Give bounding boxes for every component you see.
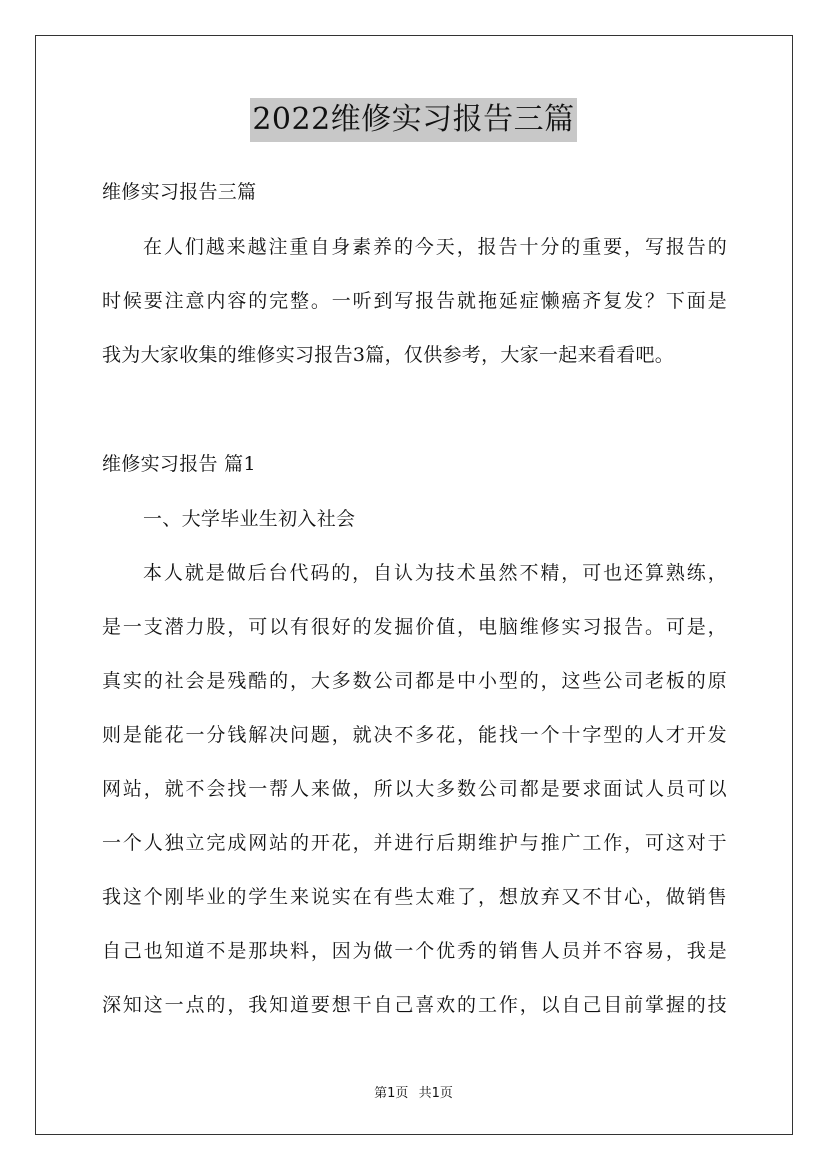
page-number: 第1页 <box>374 1086 409 1101</box>
body-line-4: 则是能花一分钱解决问题，就决不多花，能找一个十字型的人才开发 <box>102 724 727 746</box>
body-line-2: 是一支潜力股，可以有很好的发掘价值，电脑维修实习报告。可是， <box>102 616 727 638</box>
page-total: 共1页 <box>418 1086 453 1101</box>
body-line-5: 网站，就不会找一帮人来做，所以大多数公司都是要求面试人员可以 <box>102 778 727 800</box>
body-line-1: 本人就是做后台代码的，自认为技术虽然不精，可也还算熟练， <box>143 562 727 584</box>
body-line-3: 真实的社会是残酷的，大多数公司都是中小型的，这些公司老板的原 <box>102 670 727 692</box>
document-title: 2022维修实习报告三篇 <box>250 98 576 142</box>
subheading: 一、大学毕业生初入社会 <box>143 508 356 530</box>
body-line-7: 我这个刚毕业的学生来说实在有些太难了，想放弃又不甘心，做销售 <box>102 886 727 908</box>
subtitle: 维修实习报告三篇 <box>102 181 257 203</box>
intro-line-1: 在人们越来越注重自身素养的今天，报告十分的重要，写报告的 <box>143 236 727 258</box>
body-line-6: 一个人独立完成网站的开花，并进行后期维护与推广工作，可这对于 <box>102 832 727 854</box>
section-heading: 维修实习报告 篇1 <box>102 453 256 475</box>
page-footer <box>0 1085 827 1103</box>
title-container <box>0 98 827 142</box>
body-line-9: 深知这一点的，我知道要想干自己喜欢的工作，以自己目前掌握的技 <box>102 994 727 1016</box>
body-line-8: 自己也知道不是那块料，因为做一个优秀的销售人员并不容易，我是 <box>102 940 727 962</box>
intro-line-3: 我为大家收集的维修实习报告3篇，仅供参考，大家一起来看看吧。 <box>102 344 675 366</box>
intro-line-2: 时候要注意内容的完整。一听到写报告就拖延症懒癌齐复发？下面是 <box>102 290 727 312</box>
